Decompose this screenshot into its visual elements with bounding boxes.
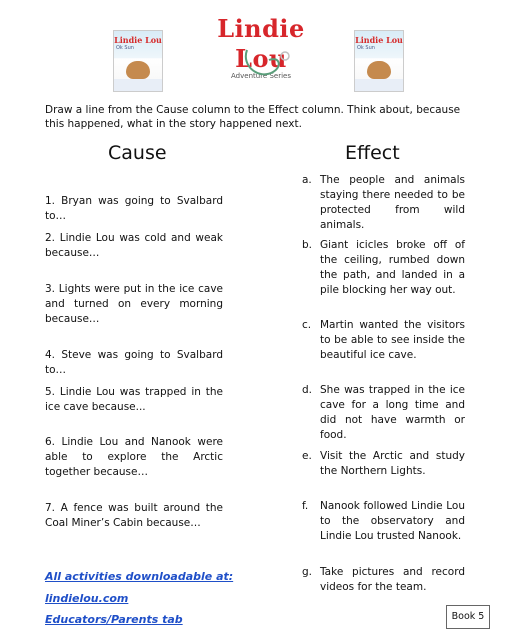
effect-text: Take pictures and record videos for the team. [320,566,465,593]
logo-title: Lindie Lou [217,14,305,73]
effect-text: She was trapped in the ice cave for a long time and did not have warmth or food. [320,384,465,441]
lindie-lou-logo [191,14,331,84]
cause-item-6: 6. Lindie Lou and Nanook were able to explore the Arctic together because… [45,436,223,478]
effect-text: The people and animals staying there needed to be protected from wild animals. [320,174,465,231]
cause-item-3: 3. Lights were put in the ice cave and turned on every morning because… [45,283,223,325]
effect-heading: Effect [345,142,400,164]
effect-item-e [302,449,465,479]
thumb-snow [355,79,403,91]
cause-item-2: 2. Lindie Lou was cold and weak because… [45,232,223,259]
footer-website-link[interactable]: lindielou.com [45,592,129,605]
effect-text: Visit the Arctic and study the Northern Lights. [320,450,465,477]
effect-letter: c. [302,319,312,331]
effect-item-d [302,383,465,443]
cause-item-5: 5. Lindie Lou was trapped in the ice cave because... [45,386,223,413]
footer-activities-link[interactable]: All activities downloadable at: [45,570,234,583]
thumb-snow [114,79,162,91]
effect-letter: f. [302,500,309,512]
effect-letter: e. [302,450,312,462]
footer-educators-link[interactable]: Educators/Parents tab [45,613,183,626]
instructions: Draw a line from the Cause column to the Effect column. Think about, because this happened, what in the story happened next. [45,104,461,130]
effect-item-a [302,173,465,233]
dog-illustration-icon [367,61,391,79]
effect-text: Nanook followed Lindie Lou to the observatory and Lindie Lou trusted Nanook. [320,500,465,542]
thumb-subtitle: Ok Sun [116,45,134,51]
effect-item-c [302,318,465,363]
swirl-icon [239,46,299,82]
thumb-title: Lindie Lou [114,35,162,45]
effect-item-g [302,565,465,595]
effect-item-f [302,499,465,544]
cause-item-7: 7. A fence was built around the Coal Miner’s Cabin because… [45,502,223,529]
effect-letter: g. [302,566,313,578]
cause-item-4: 4. Steve was going to Svalbard to… [45,349,223,376]
effect-text: Giant icicles broke off of the ceiling, rumbed down the path, and landed in a pile blocking her way out. [320,239,465,296]
thumb-title: Lindie Lou [355,35,403,45]
cause-heading: Cause [108,142,167,164]
effect-item-b [302,238,465,298]
effect-letter: a. [302,174,312,186]
dog-illustration-icon [126,61,150,79]
cause-item-1: 1. Bryan was going to Svalbard to… [45,195,223,222]
effect-text: Martin wanted the visitors to be able to see inside the beautiful ice cave. [320,319,465,361]
book-cover-thumbnail-right [354,30,404,92]
logo-subtitle: Adventure Series [231,72,291,80]
header [0,0,513,100]
book-cover-thumbnail-left [113,30,163,92]
effect-letter: b. [302,239,313,251]
effect-letter: d. [302,384,313,396]
book-number-badge: Book 5 [446,605,490,629]
thumb-subtitle: Ok Sun [357,45,375,51]
